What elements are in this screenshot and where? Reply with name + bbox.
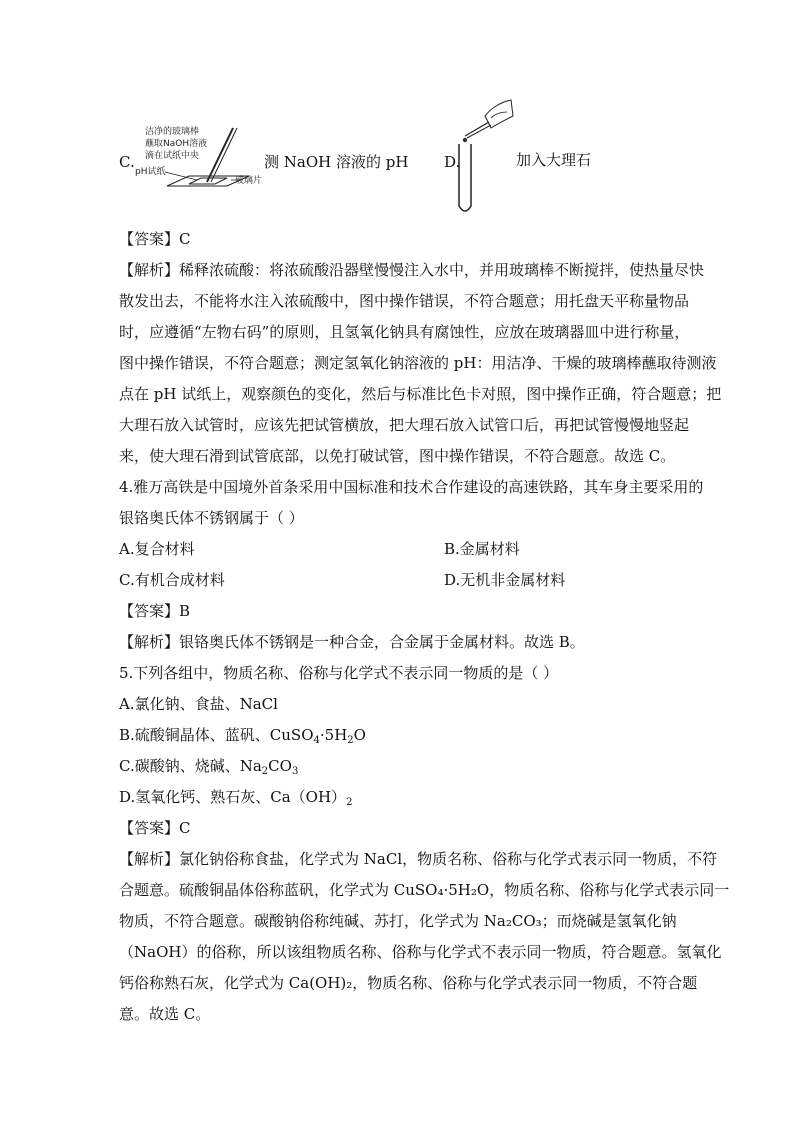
q5-stem: 5.下列各组中，物质名称、俗称与化学式不表示同一物质的是（ ）	[119, 664, 559, 682]
test-tube-illustration	[455, 98, 515, 216]
subscript: 3	[291, 766, 299, 777]
subscript: 4	[313, 735, 320, 746]
q4-option-a: A.复合材料	[119, 540, 195, 558]
hand-icon	[485, 100, 513, 128]
q5-analysis-line-5: 钙俗称熟石灰，化学式为 Ca(OH)₂，物质名称、俗称与化学式表示同一物质，不符合题	[119, 974, 698, 992]
glass-rod	[207, 128, 233, 182]
figure-c-option: C.	[119, 153, 135, 171]
q3-analysis-line-7: 来，使大理石滑到试管底部，以免打破试管，图中操作错误，不符合题意。故选 C。	[119, 447, 676, 465]
q5-analysis-line-4: （NaOH）的俗称，所以该组物质名称、俗称与化学式不表示同一物质，符合题意。氢氧化	[119, 943, 722, 961]
subscript: 2	[347, 735, 354, 746]
q5-option-b-text-2: ·5H	[319, 726, 348, 744]
figure-c-caption: 测 NaOH 溶液的 pH	[264, 153, 409, 171]
q5-option-d	[119, 787, 352, 807]
q3-analysis-line-5: 点在 pH 试纸上，观察颜色的变化，然后与标准比色卡对照，图中操作正确，符合题意；把	[119, 385, 722, 403]
q4-option-c: C.有机合成材料	[119, 571, 225, 589]
q5-option-c	[119, 756, 298, 776]
q3-analysis-line-4: 图中操作错误，不符合题意；测定氢氧化钠溶液的 pH：用洁净、干燥的玻璃棒蘸取待测液	[119, 354, 717, 372]
q4-analysis: 【解析】银铬奥氏体不锈钢是一种合金，合金属于金属材料。故选 B。	[119, 633, 585, 651]
figure-d-option: D.	[444, 153, 461, 171]
q5-option-b-text: B.硫酸铜晶体、蓝矾、CuSO	[119, 726, 314, 744]
q5-analysis-line-1: 【解析】氯化钠俗称食盐，化学式为 NaCl，物质名称、俗称与化学式表示同一物质，不符	[119, 850, 718, 868]
q3-analysis-line-2: 散发出去，不能将水注入浓硫酸中，图中操作错误，不符合题意；用托盘天平称量物品	[119, 292, 690, 310]
q5-option-b	[119, 725, 366, 745]
q5-option-a: A.氯化钠、食盐、NaCl	[119, 695, 278, 713]
q5-analysis-line-2: 合题意。硫酸铜晶体俗称蓝矾，化学式为 CuSO₄·5H₂O，物质名称、俗称与化学式表示同一	[119, 881, 730, 899]
subscript: 2	[261, 766, 269, 777]
figure-c-annotation-1: 洁净的玻璃棒	[145, 127, 200, 137]
figure-c-annotation-3: 滴在试纸中央	[145, 151, 200, 161]
q5-analysis-line-6: 意。故选 C。	[119, 1005, 211, 1023]
q4-stem-line-2: 银铬奥氏体不锈钢属于（ ）	[119, 509, 304, 527]
q4-answer: 【答案】B	[119, 602, 191, 620]
test-tube	[459, 144, 471, 211]
q4-option-d: D.无机非金属材料	[444, 571, 566, 589]
q4-option-b: B.金属材料	[444, 540, 520, 558]
q5-analysis-line-3: 物质，不符合题意。碳酸钠俗称纯碱、苏打，化学式为 Na₂CO₃；而烧碱是氢氧化钠	[119, 912, 677, 930]
glass-plate-label: 玻璃片	[235, 176, 263, 186]
q5-option-b-text-3: O	[353, 726, 366, 744]
q5-answer: 【答案】C	[119, 819, 191, 837]
ph-paper-label: pH试纸	[135, 167, 166, 177]
q3-answer: 【答案】C	[119, 230, 191, 248]
figure-d-caption: 加入大理石	[516, 151, 592, 169]
marble-chip	[463, 138, 467, 142]
subscript: 2	[346, 797, 353, 808]
q3-analysis-line-1: 【解析】稀释浓硫酸：将浓硫酸沿器壁慢慢注入水中，并用玻璃棒不断搅拌，使热量尽快	[119, 261, 705, 279]
tweezers	[465, 122, 489, 136]
q3-analysis-line-3: 时，应遵循“左物右码”的原则，且氢氧化钠具有腐蚀性，应放在玻璃器皿中进行称量，	[119, 323, 690, 341]
figure-d	[455, 98, 515, 216]
figure-c-annotation-2: 蘸取NaOH溶液	[145, 139, 208, 149]
q4-stem-line-1: 4.雅万高铁是中国境外首条采用中国标准和技术合作建设的高速铁路，其车身主要采用的	[119, 478, 704, 496]
q5-option-c-text-2: CO	[268, 757, 292, 775]
q5-option-d-text: D.氢氧化钙、熟石灰、Ca（OH）	[119, 788, 347, 806]
q3-analysis-line-6: 大理石放入试管时，应该先把试管横放，把大理石放入试管口后，再把试管慢慢地竖起	[119, 416, 690, 434]
q5-option-c-text: C.碳酸钠、烧碱、Na	[119, 757, 262, 775]
